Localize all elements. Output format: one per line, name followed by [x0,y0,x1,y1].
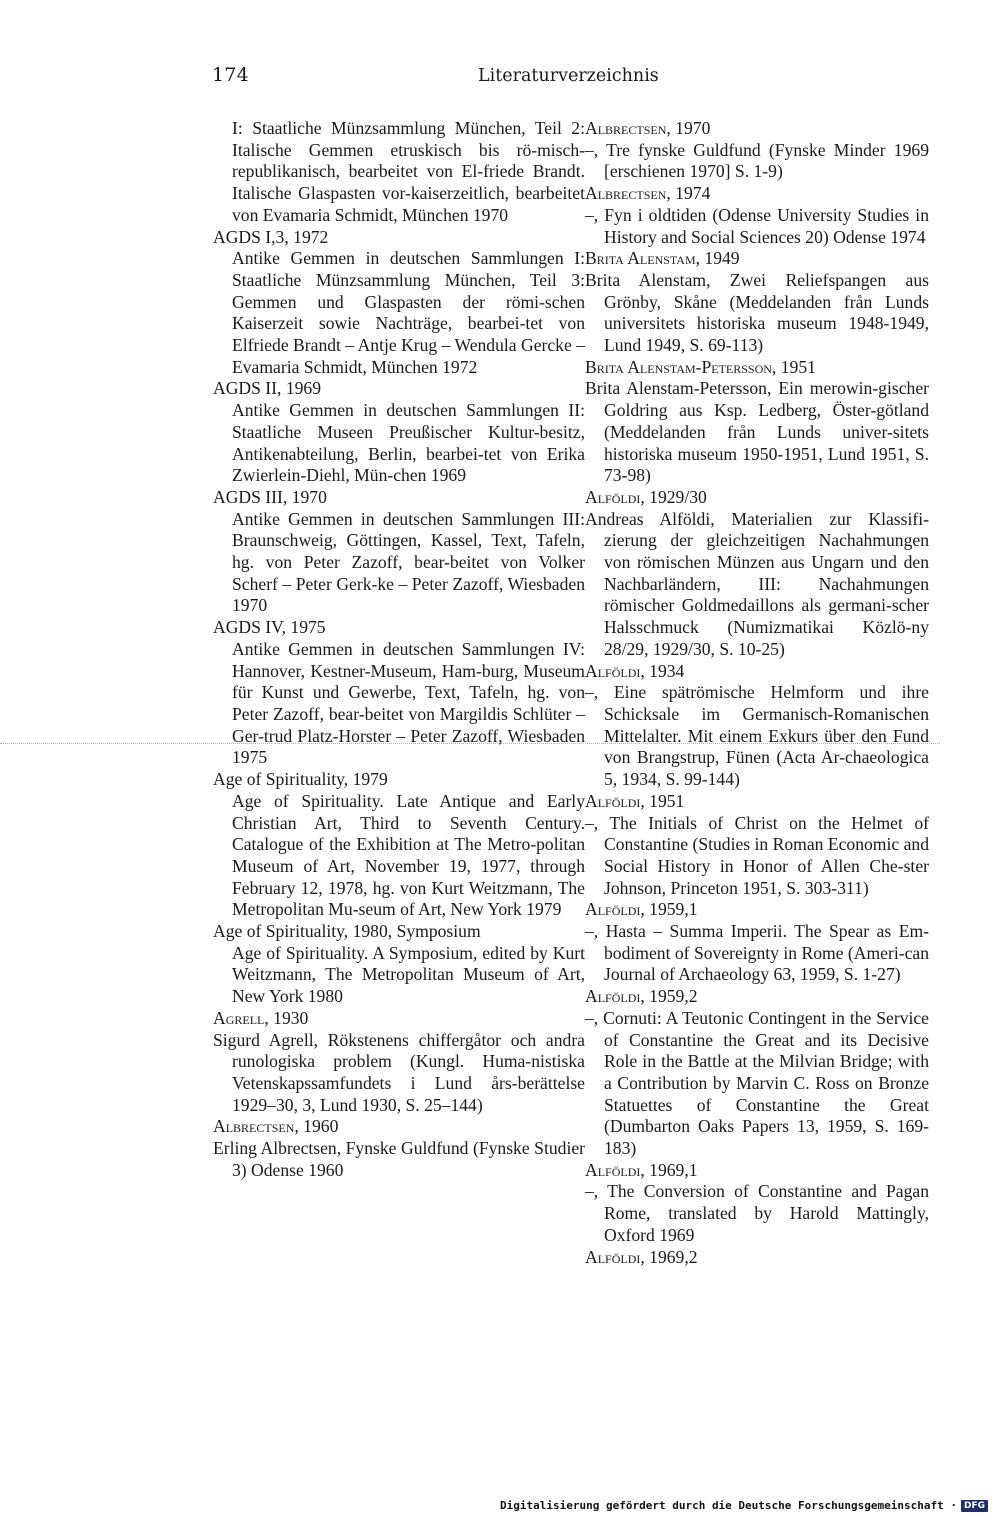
entry-key: Albrectsen, 1960 [213,1116,339,1137]
entry-body: –, The Conversion of Constantine and Pagan Rome, translated by Harold Mattingly, Oxford 1969 [585,1181,929,1245]
footer-text: Digitalisierung gefördert durch die Deutsche Forschungsgemeinschaft · [500,1499,957,1512]
bibliography-entry [213,227,585,379]
entry-key: Brita Alenstam, 1949 [585,248,740,269]
bibliography-entry [213,617,585,769]
entry-body: Antike Gemmen in deutschen Sammlungen I: Staatliche Münzsammlung München, Teil 3: Gemmen und Glaspasten der römi-schen Kaiserzeit sowie Nachträge, bearbei-tet von Elfriede Brandt – Antje Krug – Wendula Gercke – Evamaria Schmidt, München 1972 [232,248,585,377]
entry-body: Antike Gemmen in deutschen Sammlungen II: Staatliche Museen Preußischer Kultur-besitz, Antikenabteilung, Berlin, bearbei-tet von Erika Zwierlein-Diehl, Mün-chen 1969 [232,400,585,486]
entry-key: Age of Spirituality, 1979 [213,769,388,790]
entry-body: Age of Spirituality. Late Antique and Early Christian Art, Third to Seventh Century. Catalogue of the Exhibition at The Metro-politan Museum of Art, November 19, 1977, through February 12, 1978, hg. von Kurt Weitzmann, The Metropolitan Mu-seum of Art, New York 1979 [232,790,585,920]
entry-body: Antike Gemmen in deutschen Sammlungen IV: Hannover, Kestner-Museum, Ham-burg, Museum für Kunst und Gewerbe, Text, Tafeln, hg. von Peter Zazoff, bear-beitet von Margildis Schlüter – Ger-trud Platz-Horster – Peter Zazoff, Wiesbaden 1975 [232,638,585,768]
entry-key: Alföldi, 1951 [585,790,685,811]
entry-key: Alföldi, 1969,1 [585,1159,698,1180]
entry-key: AGDS II, 1969 [213,378,322,399]
bibliography-entry [585,791,929,900]
entry-key: Age of Spirituality, 1980, Symposium [213,921,481,942]
entry-key: Albrectsen, 1974 [585,183,711,204]
entry-body: Erling Albrectsen, Fynske Guldfund (Fynske Studier 3) Odense 1960 [213,1138,585,1180]
entry-body: Antike Gemmen in deutschen Sammlungen III: Braunschweig, Göttingen, Kassel, Text, Tafeln, hg. von Peter Zazoff, bear-beitet von Volker Scherf – Peter Gerk-ke – Peter Zazoff, Wiesbaden 1970 [232,508,585,616]
entry-body: –, Cornuti: A Teutonic Contingent in the Service of Constantine the Great and its Decisive Role in the Battle at the Milvian Bridge; with a Contribution by Marvin C. Ross on Bronze Statuettes of Constantine the Great (Dumbarton Oaks Papers 13, 1959, S. 169-183) [585,1007,929,1159]
bibliography-entry [213,1008,585,1117]
entry-key: Agrell, 1930 [213,1007,309,1028]
entry-key: AGDS I,3, 1972 [213,226,329,247]
left-column [213,118,585,1181]
entry-key: Alföldi, 1969,2 [585,1246,698,1267]
bibliography-entry [585,248,929,357]
digitization-footer [500,1499,988,1512]
entry-key: Brita Alenstam-Petersson, 1951 [585,356,816,377]
entry-body: –, Hasta – Summa Imperii. The Spear as Em-bodiment of Sovereignty in Rome (Ameri-can Journal of Archaeology 63, 1959, S. 1-27) [585,921,929,985]
entry-body: –, Tre fynske Guldfund (Fynske Minder 1969 [erschienen 1970] S. 1-9) [585,139,929,182]
page-number: 174 [212,64,249,86]
entry-body: –, Fyn i oldtiden (Odense University Studies in History and Social Sciences 20) Odense 1974 [585,204,929,247]
entry-body: Sigurd Agrell, Rökstenens chiffergåtor och andra runologiska problem (Kungl. Huma-nistiska Vetenskapssamfundets i Lund års-berättelse 1929–30, 3, Lund 1930, S. 25–144) [213,1029,585,1115]
bibliography-entry [213,487,585,617]
entry-key: AGDS IV, 1975 [213,617,326,638]
bibliography-entry [213,118,585,227]
bibliography-entry [213,378,585,487]
bibliography-entry [585,986,929,1160]
entry-key: Albrectsen, 1970 [585,118,711,138]
right-column [585,118,929,1268]
bibliography-entry [585,899,929,986]
entry-body: Age of Spirituality. A Symposium, edited by Kurt Weitzmann, The Metropolitan Museum of Art, New York 1980 [232,942,585,1007]
bibliography-entry [585,1247,929,1269]
bibliography-entry [585,183,929,248]
running-head: Literaturverzeichnis [478,66,659,86]
entry-body: –, Eine spätrömische Helmform und ihre Schicksale im Germanisch-Romanischen Mittelalter. Mit einem Exkurs über den Fund von Brangstrup, Fünen (Acta Ar-chaeologica 5, 1934, S. 99-144) [585,682,929,790]
bibliography-entry [585,661,929,791]
entry-key: AGDS III, 1970 [213,486,327,507]
entry-body: Andreas Alföldi, Materialien zur Klassifi-zierung der gleichzeitigen Nachahmungen von römischen Münzen aus Ungarn und den Nachbarländern, III: Nachahmungen römischer Goldmedaillons als germani-scher Halsschmuck (Numizmatikai Közlö-ny 28/29, 1929/30, S. 10-25) [585,508,929,659]
entry-body: I: Staatliche Münzsammlung München, Teil 2: Italische Gemmen etruskisch bis rö-misch-republikanisch, bearbeitet von El-friede Brandt. Italische Glaspasten vor-kaiserzeitlich, bearbeitet von Evamaria Schmidt, München 1970 [232,118,585,225]
bibliography-entry [585,1160,929,1247]
entry-body: Brita Alenstam, Zwei Reliefspangen aus Grönby, Skåne (Meddelanden från Lunds universitets historiska museum 1948-1949, Lund 1949, S. 69-113) [585,269,929,356]
bibliography-entry [585,487,929,661]
entry-key: Alföldi, 1959,2 [585,986,698,1007]
entry-body: Brita Alenstam-Petersson, Ein merowin-gischer Goldring aus Ksp. Ledberg, Öster-götland (Meddelanden från Lunds univer-sitets historiska museum 1950-1951, Lund 1951, S. 73-98) [585,378,929,486]
bibliography-entry [585,118,929,183]
bibliography-entry [213,921,585,1008]
entry-key: Alföldi, 1959,1 [585,899,698,920]
bibliography-entry [585,357,929,487]
dfg-logo: DFG [961,1500,988,1512]
bibliography-entry [213,1116,585,1181]
entry-body: –, The Initials of Christ on the Helmet of Constantine (Studies in Roman Economic and Social History in Honor of Allen Che-ster Johnson, Princeton 1951, S. 303-311) [585,812,929,898]
entry-key: Alföldi, 1929/30 [585,486,707,507]
bibliography-entry [213,769,585,921]
entry-key: Alföldi, 1934 [585,660,685,681]
